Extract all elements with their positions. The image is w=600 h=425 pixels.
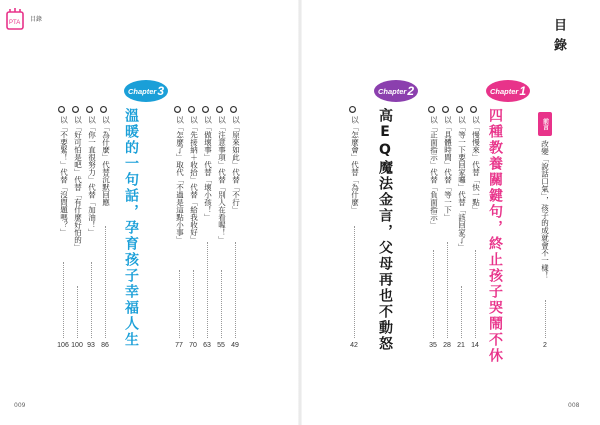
leader-dots <box>179 270 180 338</box>
leader-dots <box>447 242 448 338</box>
chapter-3-badge: Chapter 3 <box>124 80 168 102</box>
leader-dots <box>475 250 476 338</box>
leader-dots <box>91 262 92 338</box>
toc-entry[interactable]: 以「怎麼了」取代「不過是這點小事」 <box>175 116 185 244</box>
page-number: 21 <box>457 342 465 349</box>
toc-entry[interactable]: 以「不要緊！」代替「沒問題嗎？」 <box>59 116 69 236</box>
leader-dots <box>354 226 355 338</box>
toc-entry[interactable]: 以「怎麼會」代替「為什麼」 <box>350 116 360 214</box>
page-number: 86 <box>101 342 109 349</box>
toc-entry[interactable]: 以「好可怕是吧」代替「有什麼好怕的」 <box>73 116 83 251</box>
book-logo-icon <box>4 6 28 32</box>
page-number: 77 <box>175 342 183 349</box>
page-number: 106 <box>57 342 69 349</box>
bullet-icon: ● <box>216 106 223 113</box>
bullet-icon: ● <box>202 106 209 113</box>
bullet-icon: ● <box>188 106 195 113</box>
bullet-icon: ● <box>174 106 181 113</box>
page-number: 63 <box>203 342 211 349</box>
bullet-icon: ● <box>349 106 356 113</box>
page-number: 100 <box>71 342 83 349</box>
page-number: 28 <box>443 342 451 349</box>
page-number: 93 <box>87 342 95 349</box>
leader-dots <box>105 226 106 338</box>
chapter-3-title: 溫暖的一句話，孕育孩子幸福人生 <box>123 108 139 348</box>
leader-dots <box>77 286 78 338</box>
bullet-icon: ● <box>72 106 79 113</box>
leader-dots <box>545 300 546 338</box>
toc-entry[interactable]: 以「先接納＋收拾」代替「給我收好」 <box>189 116 199 244</box>
page-number: 35 <box>429 342 437 349</box>
svg-text:PTA: PTA <box>9 20 21 26</box>
toc-entry[interactable]: 以「注意事項」代替「別人在看喔！」 <box>217 116 227 244</box>
bullet-icon: ● <box>442 106 449 113</box>
bullet-icon: ● <box>428 106 435 113</box>
bullet-icon: ● <box>230 106 237 113</box>
preface-entry[interactable]: 改變「說話口氣」，孩子的成就會不一樣！ <box>540 140 550 279</box>
toc-entry[interactable]: 以「你一直很努力」代替「加油！」 <box>87 116 97 236</box>
leader-dots <box>193 270 194 338</box>
chapter-1-badge: Chapter 1 <box>486 80 530 102</box>
toc-entry[interactable]: 以「慢慢來」代替「快一點」 <box>471 116 481 214</box>
page-number: 2 <box>543 342 547 349</box>
toc-entry[interactable]: 以「為什麼」代替沉默回應 <box>101 116 111 206</box>
leader-dots <box>235 242 236 338</box>
chapter-2-badge: Chapter 2 <box>374 80 418 102</box>
page-number: 49 <box>231 342 239 349</box>
leader-dots <box>461 286 462 338</box>
preface-tag: 前言 <box>538 112 552 136</box>
bullet-icon: ● <box>456 106 463 113</box>
leader-dots <box>207 242 208 338</box>
toc-entry[interactable]: 以「原來如此」代替「不行」 <box>231 116 241 214</box>
page-number: 70 <box>189 342 197 349</box>
page-number: 42 <box>350 342 358 349</box>
chapter-2-title: 高EQ魔法金言，父母再也不動怒 <box>377 108 393 352</box>
bullet-icon: ● <box>86 106 93 113</box>
leader-dots <box>221 270 222 338</box>
leader-dots <box>63 262 64 338</box>
running-header: 目錄 <box>30 16 43 23</box>
toc-title: 目錄 <box>551 18 566 58</box>
page-number: 14 <box>471 342 479 349</box>
toc-entry[interactable]: 以「做壞事」代替「壞小孩！」 <box>203 116 213 221</box>
toc-entry[interactable]: 以「具體時間」代替「等一下」 <box>443 116 453 221</box>
chapter-1-title: 四種教養關鍵句，終止孩子哭鬧不休 <box>487 108 503 364</box>
toc-entry[interactable]: 以「正面指示」代替「負面指示」 <box>429 116 439 229</box>
page-number: 55 <box>217 342 225 349</box>
bullet-icon: ● <box>470 106 477 113</box>
page-folio-left: 009 <box>14 402 26 409</box>
bullet-icon: ● <box>58 106 65 113</box>
bullet-icon: ● <box>100 106 107 113</box>
page-folio-right: 008 <box>568 402 580 409</box>
leader-dots <box>433 250 434 338</box>
toc-entry[interactable]: 以「等一下要回家囉」代替「該回家了」 <box>457 116 467 251</box>
